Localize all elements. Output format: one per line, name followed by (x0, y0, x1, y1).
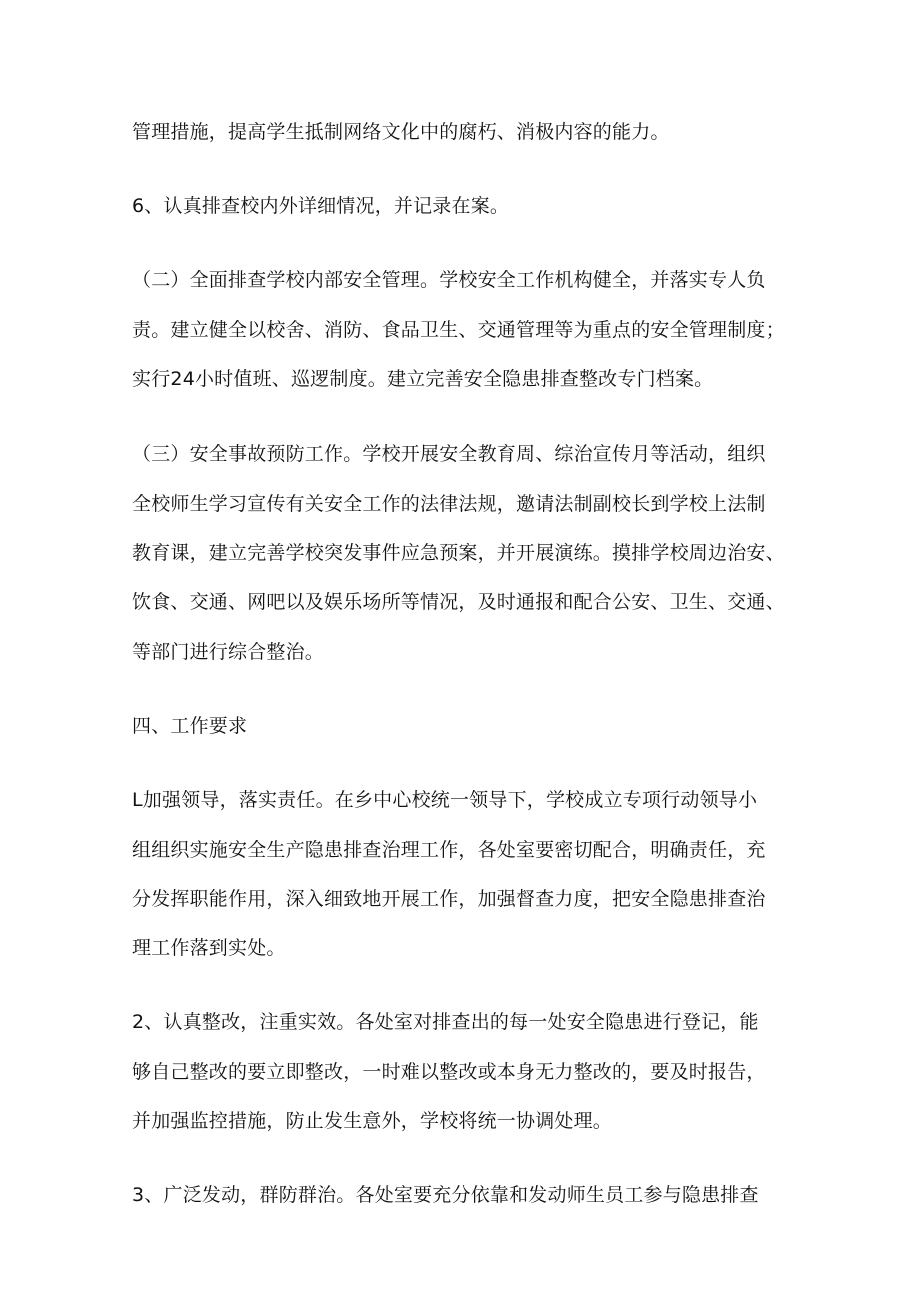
paragraph-line: 理工作落到实处。 (132, 937, 286, 959)
paragraph-line: 全校师生学习宣传有关安全工作的法律法规，邀请法制副校长到学校上法制 (132, 493, 766, 515)
paragraph-line: 并加强监控措施，防止发生意外，学校将统一协调处理。 (132, 1110, 613, 1132)
paragraph-line: 管理措施，提高学生抵制网络文化中的腐朽、消极内容的能力。 (132, 121, 670, 143)
paragraph-line: （二）全面排查学校内部安全管理。学校安全工作机构健全，并落实专人负 (132, 269, 766, 291)
paragraph-line: 分发挥职能作用，深入细致地开展工作，加强督查力度，把安全隐患排查治 (132, 888, 766, 910)
paragraph-line: 教育课，建立完善学校突发事件应急预案，并开展演练。摸排学校周边治安、 (132, 542, 785, 564)
paragraph-line: 等部门进行综合整治。 (132, 641, 325, 663)
paragraph-line: 责。建立健全以校舍、消防、食品卫生、交通管理等为重点的安全管理制度； (132, 319, 785, 341)
section-heading: 四、工作要求 (132, 715, 248, 737)
paragraph-line: 够自己整改的要立即整改，一时难以整改或本身无力整改的，要及时报告， (132, 1061, 766, 1083)
paragraph-line: 饮食、交通、网吧以及娱乐场所等情况，及时通报和配合公安、卫生、交通、 (132, 591, 785, 613)
paragraph-line: （三）安全事故预防工作。学校开展安全教育周、综治宣传月等活动，组织 (132, 443, 766, 465)
paragraph-line: 6、认真排查校内外详细情况，并记录在案。 (132, 195, 510, 217)
paragraph-line: 2、认真整改，注重实效。各处室对排查出的每一处安全隐患进行登记，能 (132, 1011, 759, 1033)
paragraph-line: 3、广泛发动，群防群治。各处室要充分依靠和发动师生员工参与隐患排查 (132, 1184, 759, 1206)
paragraph-line: 实行24小时值班、巡逻制度。建立完善安全隐患排查整改专门档案。 (132, 368, 714, 390)
paragraph-line: L加强领导，落实责任。在乡中心校统一领导下，学校成立专项行动领导小 (132, 789, 758, 811)
paragraph-line: 组组织实施安全生产隐患排查治理工作，各处室要密切配合，明确责任，充 (132, 839, 766, 861)
